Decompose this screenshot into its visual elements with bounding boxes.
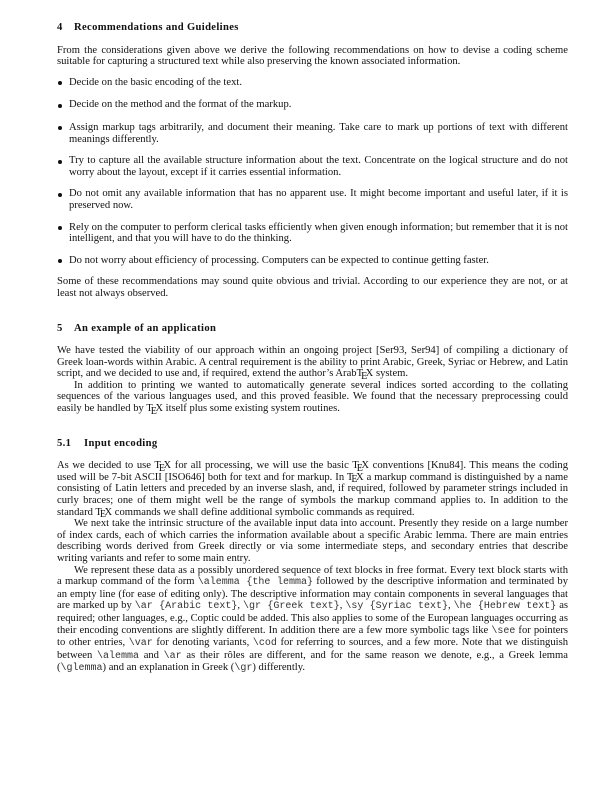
code-cod: \cod xyxy=(252,638,277,650)
section-4-intro: From the considerations given above we derive the following recommendations on how to devise a coding scheme suitable for capturing a structured text while also preserving the known associated information. xyxy=(57,44,568,68)
code-glemma: \glemma xyxy=(60,663,103,675)
code-alemma: \alemma xyxy=(96,650,139,662)
tex-logo: TEX xyxy=(356,368,374,382)
section-5-1-heading: 5.1 Input encoding xyxy=(57,437,158,449)
list-item: Do not worry about efficiency of processing. Computers can be expected to continue getting faster. xyxy=(57,255,568,267)
list-item: Assign markup tags arbitrarily, and document their meaning. Take care to mark up portions of text with different meanings differently. xyxy=(57,122,568,145)
section-5-1-paragraph-2: We next take the intrinsic structure of the available input data into account. Presently they reside on a large number of index cards, each of which carries the information available about a specific Arabic lemma. There are main entries describing words derived from Greek directly or via some intermediate steps, and secondary entries that describe writing variants and refer to some main entry. xyxy=(57,518,568,564)
code-sy: \sy {Syriac text} xyxy=(345,601,448,613)
tex-logo: TEX xyxy=(346,471,364,486)
list-item: Try to capture all the available structure information about the text. Concentrate on the logical structure and do not worry about the layout, except if it carries essential information. xyxy=(57,155,568,178)
section-4-heading: 4 Recommendations and Guidelines xyxy=(57,22,239,33)
section-5-1-paragraph-1: As we decided to use TEX for all processing, we will use the basic TEX conventions [Knu84]. This means the coding used will be 7-bit ASCII [ISO646] both for text and for markup. In TEX a markup command is distinguished by a name consisting of Latin letters and preceded by an inverse slash, and, if required, followed by parameter strings included in curly braces; one of them might well be the range of symbols the markup command applies to. In addition to the standard TEX commands we shall define additional symbolic commands as required. xyxy=(57,460,568,521)
recommendations-list xyxy=(57,77,568,267)
section-5-paragraph-1: We have tested the viability of our approach within an ongoing project [Ser93, Ser94] of compiling a dictionary of Greek loan-words within Arabic. A central requirement is the ability to print Arabic, Greek, Syriac or Hebrew, and Latin script, and we decided to use and, if required, extend the author’s ArabTEX system. xyxy=(57,345,568,382)
list-item: Rely on the computer to perform clerical tasks efficiently when given enough information; but remember that it is not intelligent, and that you will have to do the thinking. xyxy=(57,222,568,245)
code-gr-short: \gr xyxy=(234,663,253,675)
section-5-1-paragraph-3: We represent these data as a possibly unordered sequence of text blocks in free format. Every text block starts with a markup command of the form \alemma {the lemma} followed by the descriptive information and terminated by an empty line (for ease of editing only). The descriptive information may contain components in several languages that are marked up by \ar {Arabic text}, \gr {Greek text}, \sy {Syriac text}, \he {Hebrew text} as required; other languages, e.g., Coptic could be added. This also applies to some of the European languages occurring as their encoding conventions are slightly different. In addition there are a few more symbolic tags like \see for pointers to other entries, \var for denoting variants, \cod for referring to sources, and a few more. Note that we distinguish between \alemma and \ar as their rôles are different, and for the same reason we denote, e.g., a Greek lemma (\glemma) and an explanation in Greek (\gr) differently. xyxy=(57,564,569,675)
code-he: \he {Hebrew text} xyxy=(453,601,557,613)
code-var: \var xyxy=(128,638,153,650)
tex-logo: TEX xyxy=(352,460,369,474)
code-alemma-form: \alemma {the lemma} xyxy=(197,577,314,589)
section-5-paragraph-2: In addition to printing we wanted to automatically generate several indices sorted according to the collating sequences of the various languages used, and this proved feasible. We found that the necessary preprocessing could easily be handled by TEX itself plus some existing system routines. xyxy=(57,379,568,417)
code-gr: \gr {Greek text} xyxy=(243,601,340,613)
list-item: Decide on the method and the format of the markup. xyxy=(57,99,568,111)
tex-logo: TEX xyxy=(95,506,113,521)
list-item: Do not omit any available information that has no apparent use. It might become important and useful later, if it is preserved now. xyxy=(57,188,568,211)
section-5-heading: 5 An example of an application xyxy=(57,322,217,334)
code-see: \see xyxy=(491,625,516,637)
list-item: Decide on the basic encoding of the text. xyxy=(57,77,568,89)
code-ar-short: \ar xyxy=(163,650,182,662)
paper-page xyxy=(57,22,568,675)
tex-logo: TEX xyxy=(146,403,163,417)
code-ar: \ar {Arabic text} xyxy=(134,601,238,613)
tex-logo: TEX xyxy=(154,460,172,474)
section-4-closing: Some of these recommendations may sound quite obvious and trivial. According to our experience they are not, or at least not always observed. xyxy=(57,276,568,299)
